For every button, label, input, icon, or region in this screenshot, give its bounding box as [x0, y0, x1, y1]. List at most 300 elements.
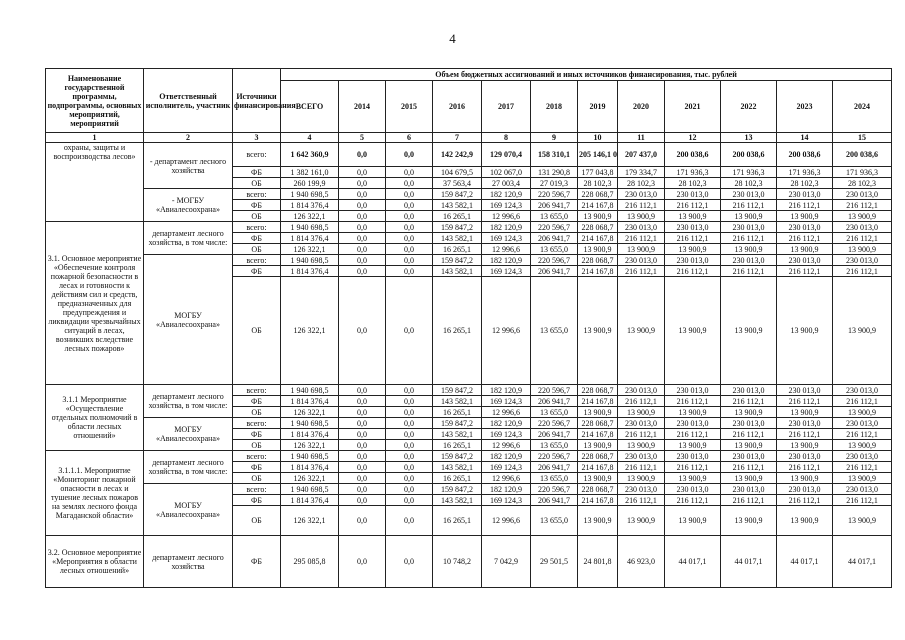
- header-year: 2020: [618, 81, 665, 133]
- value-cell: 0,0: [339, 233, 386, 244]
- source: ОБ: [233, 473, 281, 484]
- value-cell: 0,0: [339, 407, 386, 418]
- value-cell: 216 112,1: [618, 396, 665, 407]
- value-cell: 126 322,1: [281, 506, 339, 536]
- value-cell: 0,0: [339, 222, 386, 233]
- source: ФБ: [233, 200, 281, 211]
- value-cell: 230 013,0: [833, 189, 892, 200]
- value-cell: 1 814 376,4: [281, 233, 339, 244]
- value-cell: 216 112,1: [618, 429, 665, 440]
- value-cell: 228 068,7: [578, 255, 618, 266]
- value-cell: 230 013,0: [833, 255, 892, 266]
- value-cell: 0,0: [339, 178, 386, 189]
- value-cell: 1 814 376,4: [281, 495, 339, 506]
- value-cell: 13 900,9: [833, 244, 892, 255]
- value-cell: 0,0: [386, 473, 433, 484]
- value-cell: 182 120,9: [482, 255, 531, 266]
- value-cell: 230 013,0: [833, 451, 892, 462]
- value-cell: 0,0: [386, 277, 433, 385]
- value-cell: 28 102,3: [618, 178, 665, 189]
- value-cell: 228 068,7: [578, 484, 618, 495]
- value-cell: 230 013,0: [833, 222, 892, 233]
- source: ФБ: [233, 495, 281, 506]
- value-cell: 0,0: [339, 440, 386, 451]
- value-cell: 27 003,4: [482, 178, 531, 189]
- table-row: [46, 255, 892, 266]
- value-cell: 159 847,2: [433, 451, 482, 462]
- value-cell: 28 102,3: [665, 178, 721, 189]
- value-cell: 0,0: [339, 266, 386, 277]
- value-cell: 29 501,5: [531, 536, 578, 588]
- value-cell: 13 655,0: [531, 440, 578, 451]
- value-cell: 24 801,8: [578, 536, 618, 588]
- value-cell: 143 582,1: [433, 233, 482, 244]
- source: ФБ: [233, 233, 281, 244]
- value-cell: 230 013,0: [665, 222, 721, 233]
- table-row: [46, 69, 892, 81]
- value-cell: 216 112,1: [833, 233, 892, 244]
- value-cell: 179 334,7: [618, 167, 665, 178]
- value-cell: 216 112,1: [618, 462, 665, 473]
- value-cell: 13 900,9: [665, 244, 721, 255]
- value-cell: 13 655,0: [531, 407, 578, 418]
- value-cell: 216 112,1: [833, 396, 892, 407]
- item-name: охраны, защиты и воспроизводства лесов»: [46, 143, 144, 222]
- table-row: [46, 536, 892, 588]
- value-cell: 228 068,7: [578, 418, 618, 429]
- column-number: 11: [618, 133, 665, 143]
- source: всего:: [233, 484, 281, 495]
- value-cell: 10 748,2: [433, 536, 482, 588]
- value-cell: 13 900,9: [618, 407, 665, 418]
- value-cell: 13 900,9: [777, 407, 833, 418]
- value-cell: 126 322,1: [281, 440, 339, 451]
- value-cell: 216 112,1: [665, 233, 721, 244]
- executor: МОГБУ «Авиалесоохрана»: [144, 418, 233, 451]
- value-cell: 171 936,3: [721, 167, 777, 178]
- value-cell: 13 900,9: [618, 244, 665, 255]
- value-cell: 182 120,9: [482, 189, 531, 200]
- value-cell: 230 013,0: [618, 189, 665, 200]
- value-cell: 0,0: [386, 200, 433, 211]
- source: ОБ: [233, 244, 281, 255]
- value-cell: 169 124,3: [482, 396, 531, 407]
- value-cell: 13 900,9: [578, 506, 618, 536]
- value-cell: 13 900,9: [721, 506, 777, 536]
- value-cell: 230 013,0: [665, 255, 721, 266]
- value-cell: 13 655,0: [531, 506, 578, 536]
- value-cell: 171 936,3: [665, 167, 721, 178]
- value-cell: 1 940 698,5: [281, 484, 339, 495]
- executor: - МОГБУ «Авиалесоохрана»: [144, 189, 233, 222]
- header-name: Наименование государственной программы, подпрограммы, основных мероприятий, мероприятий: [46, 69, 144, 133]
- executor: департамент лесного хозяйства, в том числе:: [144, 385, 233, 418]
- value-cell: 0,0: [339, 143, 386, 167]
- item-name: 3.1.1 Мероприятие «Осуществление отдельных полномочий в области лесных отношений»: [46, 385, 144, 451]
- value-cell: 230 013,0: [721, 222, 777, 233]
- value-cell: 0,0: [386, 506, 433, 536]
- value-cell: 13 900,9: [578, 440, 618, 451]
- column-number: 3: [233, 133, 281, 143]
- value-cell: 0,0: [386, 222, 433, 233]
- executor: департамент лесного хозяйства: [144, 536, 233, 588]
- value-cell: 177 043,8: [578, 167, 618, 178]
- value-cell: 44 017,1: [665, 536, 721, 588]
- value-cell: 216 112,1: [665, 266, 721, 277]
- source: ФБ: [233, 396, 281, 407]
- value-cell: 0,0: [386, 255, 433, 266]
- value-cell: 143 582,1: [433, 266, 482, 277]
- value-cell: 214 167,8: [578, 495, 618, 506]
- value-cell: 0,0: [386, 451, 433, 462]
- value-cell: 12 996,6: [482, 211, 531, 222]
- value-cell: 0,0: [339, 473, 386, 484]
- value-cell: 44 017,1: [721, 536, 777, 588]
- header-year: 2021: [665, 81, 721, 133]
- header-source: Источники финансирования: [233, 69, 281, 133]
- value-cell: 216 112,1: [833, 429, 892, 440]
- value-cell: 1 940 698,5: [281, 418, 339, 429]
- source: ОБ: [233, 211, 281, 222]
- item-name: 3.2. Основное мероприятие «Мероприятия в области лесных отношений»: [46, 536, 144, 588]
- value-cell: 214 167,8: [578, 266, 618, 277]
- value-cell: 205 146,1 0: [578, 143, 618, 167]
- column-number: 9: [531, 133, 578, 143]
- header-year: 2023: [777, 81, 833, 133]
- value-cell: 230 013,0: [721, 255, 777, 266]
- value-cell: 0,0: [339, 277, 386, 385]
- value-cell: 13 900,9: [665, 473, 721, 484]
- value-cell: 143 582,1: [433, 429, 482, 440]
- value-cell: 13 655,0: [531, 211, 578, 222]
- source: ФБ: [233, 429, 281, 440]
- value-cell: 230 013,0: [618, 222, 665, 233]
- value-cell: 13 900,9: [578, 277, 618, 385]
- column-number: 8: [482, 133, 531, 143]
- column-number: 10: [578, 133, 618, 143]
- value-cell: 16 265,1: [433, 211, 482, 222]
- value-cell: 0,0: [386, 167, 433, 178]
- value-cell: 206 941,7: [531, 495, 578, 506]
- source: всего:: [233, 418, 281, 429]
- value-cell: 0,0: [386, 396, 433, 407]
- value-cell: 207 437,0: [618, 143, 665, 167]
- value-cell: 220 596,7: [531, 222, 578, 233]
- value-cell: 200 038,6: [833, 143, 892, 167]
- header-year: 2024: [833, 81, 892, 133]
- value-cell: 216 112,1: [665, 200, 721, 211]
- value-cell: 230 013,0: [833, 385, 892, 396]
- value-cell: 206 941,7: [531, 429, 578, 440]
- value-cell: 13 900,9: [721, 407, 777, 418]
- page-number: 4: [449, 31, 456, 46]
- value-cell: 13 900,9: [721, 244, 777, 255]
- value-cell: 16 265,1: [433, 277, 482, 385]
- value-cell: 216 112,1: [833, 266, 892, 277]
- value-cell: 214 167,8: [578, 200, 618, 211]
- value-cell: 16 265,1: [433, 506, 482, 536]
- source: ОБ: [233, 407, 281, 418]
- header-executor: Ответственный исполнитель, участник: [144, 69, 233, 133]
- value-cell: 13 900,9: [833, 473, 892, 484]
- value-cell: 182 120,9: [482, 222, 531, 233]
- value-cell: 182 120,9: [482, 451, 531, 462]
- value-cell: 0,0: [386, 418, 433, 429]
- value-cell: 13 900,9: [665, 506, 721, 536]
- value-cell: 0,0: [339, 418, 386, 429]
- value-cell: 200 038,6: [777, 143, 833, 167]
- value-cell: 216 112,1: [618, 495, 665, 506]
- value-cell: 200 038,6: [665, 143, 721, 167]
- value-cell: 230 013,0: [665, 189, 721, 200]
- value-cell: 216 112,1: [665, 396, 721, 407]
- value-cell: 206 941,7: [531, 396, 578, 407]
- value-cell: 16 265,1: [433, 407, 482, 418]
- value-cell: 143 582,1: [433, 462, 482, 473]
- value-cell: 13 900,9: [833, 277, 892, 385]
- value-cell: 104 679,5: [433, 167, 482, 178]
- value-cell: 220 596,7: [531, 418, 578, 429]
- table-row: [46, 143, 892, 167]
- value-cell: 220 596,7: [531, 255, 578, 266]
- value-cell: 216 112,1: [721, 462, 777, 473]
- table-row: [46, 484, 892, 495]
- value-cell: 206 941,7: [531, 266, 578, 277]
- value-cell: 230 013,0: [777, 451, 833, 462]
- value-cell: 13 900,9: [833, 440, 892, 451]
- value-cell: 0,0: [386, 536, 433, 588]
- value-cell: 159 847,2: [433, 385, 482, 396]
- value-cell: 129 070,4: [482, 143, 531, 167]
- value-cell: 0,0: [339, 506, 386, 536]
- value-cell: 126 322,1: [281, 473, 339, 484]
- value-cell: 169 124,3: [482, 266, 531, 277]
- value-cell: 182 120,9: [482, 484, 531, 495]
- column-number: 13: [721, 133, 777, 143]
- value-cell: 13 900,9: [578, 407, 618, 418]
- value-cell: 0,0: [386, 143, 433, 167]
- value-cell: 12 996,6: [482, 277, 531, 385]
- value-cell: 216 112,1: [721, 266, 777, 277]
- value-cell: 216 112,1: [665, 462, 721, 473]
- value-cell: 206 941,7: [531, 462, 578, 473]
- column-number: 7: [433, 133, 482, 143]
- value-cell: 230 013,0: [833, 418, 892, 429]
- value-cell: 13 900,9: [665, 277, 721, 385]
- table-row: [46, 418, 892, 429]
- source: всего:: [233, 189, 281, 200]
- column-number: 2: [144, 133, 233, 143]
- value-cell: 1 940 698,5: [281, 255, 339, 266]
- value-cell: 230 013,0: [833, 484, 892, 495]
- value-cell: 230 013,0: [721, 418, 777, 429]
- executor: МОГБУ «Авиалесоохрана»: [144, 484, 233, 536]
- value-cell: 0,0: [386, 429, 433, 440]
- value-cell: 13 900,9: [721, 277, 777, 385]
- value-cell: 0,0: [386, 244, 433, 255]
- value-cell: 143 582,1: [433, 396, 482, 407]
- value-cell: 169 124,3: [482, 429, 531, 440]
- value-cell: 216 112,1: [721, 429, 777, 440]
- value-cell: 169 124,3: [482, 462, 531, 473]
- value-cell: 143 582,1: [433, 495, 482, 506]
- table-row: [46, 133, 892, 143]
- value-cell: 169 124,3: [482, 200, 531, 211]
- value-cell: 159 847,2: [433, 418, 482, 429]
- value-cell: 1 814 376,4: [281, 200, 339, 211]
- value-cell: 28 102,3: [833, 178, 892, 189]
- source: ОБ: [233, 440, 281, 451]
- value-cell: 12 996,6: [482, 440, 531, 451]
- value-cell: 13 900,9: [618, 473, 665, 484]
- source: всего:: [233, 222, 281, 233]
- header-year: 2015: [386, 81, 433, 133]
- value-cell: 230 013,0: [665, 451, 721, 462]
- value-cell: 13 900,9: [618, 440, 665, 451]
- value-cell: 230 013,0: [777, 222, 833, 233]
- value-cell: 216 112,1: [833, 495, 892, 506]
- value-cell: 0,0: [339, 495, 386, 506]
- value-cell: 169 124,3: [482, 233, 531, 244]
- value-cell: 216 112,1: [618, 266, 665, 277]
- value-cell: 13 900,9: [618, 277, 665, 385]
- value-cell: 1 940 698,5: [281, 222, 339, 233]
- table-row: [46, 451, 892, 462]
- value-cell: 216 112,1: [721, 233, 777, 244]
- header-group: Объем бюджетных ассигнований и иных источников финансирования, тыс. рублей: [281, 69, 892, 81]
- value-cell: 0,0: [386, 211, 433, 222]
- value-cell: 126 322,1: [281, 244, 339, 255]
- value-cell: 0,0: [339, 429, 386, 440]
- value-cell: 16 265,1: [433, 244, 482, 255]
- value-cell: 12 996,6: [482, 244, 531, 255]
- value-cell: 7 042,9: [482, 536, 531, 588]
- item-name: 3.1. Основное мероприятие «Обеспечение контроля пожарной безопасности в лесах и готовности к действиям сил и средств, предназначенных для предупреждения и ликвидации чрезвычайных ситуаций в лесах, возникших вследствие лесных пожаров»: [46, 222, 144, 385]
- value-cell: 220 596,7: [531, 189, 578, 200]
- value-cell: 214 167,8: [578, 396, 618, 407]
- value-cell: 0,0: [386, 233, 433, 244]
- value-cell: 228 068,7: [578, 451, 618, 462]
- value-cell: 0,0: [339, 484, 386, 495]
- value-cell: 216 112,1: [721, 495, 777, 506]
- value-cell: 0,0: [386, 178, 433, 189]
- value-cell: 230 013,0: [665, 418, 721, 429]
- source: всего:: [233, 451, 281, 462]
- source: ОБ: [233, 506, 281, 536]
- value-cell: 13 900,9: [578, 473, 618, 484]
- value-cell: 13 900,9: [721, 211, 777, 222]
- value-cell: 0,0: [339, 167, 386, 178]
- value-cell: 159 847,2: [433, 222, 482, 233]
- value-cell: 13 655,0: [531, 244, 578, 255]
- column-number: 4: [281, 133, 339, 143]
- value-cell: 13 900,9: [665, 407, 721, 418]
- source: всего:: [233, 143, 281, 167]
- value-cell: 13 900,9: [618, 211, 665, 222]
- value-cell: 216 112,1: [618, 200, 665, 211]
- value-cell: 216 112,1: [777, 200, 833, 211]
- value-cell: 1 940 698,5: [281, 189, 339, 200]
- column-number: 1: [46, 133, 144, 143]
- value-cell: 13 900,9: [721, 473, 777, 484]
- value-cell: 13 900,9: [833, 506, 892, 536]
- column-number: 12: [665, 133, 721, 143]
- header-year: 2017: [482, 81, 531, 133]
- table-row: [46, 385, 892, 396]
- value-cell: 260 199,9: [281, 178, 339, 189]
- value-cell: 126 322,1: [281, 211, 339, 222]
- value-cell: 228 068,7: [578, 189, 618, 200]
- header-year: 2016: [433, 81, 482, 133]
- value-cell: 230 013,0: [618, 255, 665, 266]
- value-cell: 44 017,1: [777, 536, 833, 588]
- value-cell: 1 382 161,0: [281, 167, 339, 178]
- value-cell: 214 167,8: [578, 233, 618, 244]
- value-cell: 16 265,1: [433, 473, 482, 484]
- value-cell: 216 112,1: [777, 266, 833, 277]
- value-cell: 13 900,9: [777, 277, 833, 385]
- value-cell: 216 112,1: [665, 429, 721, 440]
- value-cell: 28 102,3: [721, 178, 777, 189]
- value-cell: 230 013,0: [665, 385, 721, 396]
- source: ОБ: [233, 277, 281, 385]
- value-cell: 1 940 698,5: [281, 385, 339, 396]
- value-cell: 0,0: [339, 244, 386, 255]
- value-cell: 158 310,1: [531, 143, 578, 167]
- value-cell: 0,0: [386, 462, 433, 473]
- value-cell: 0,0: [339, 255, 386, 266]
- value-cell: 230 013,0: [618, 451, 665, 462]
- value-cell: 0,0: [386, 189, 433, 200]
- table-row: [46, 222, 892, 233]
- value-cell: 295 085,8: [281, 536, 339, 588]
- value-cell: 12 996,6: [482, 506, 531, 536]
- source: всего:: [233, 255, 281, 266]
- column-number: 15: [833, 133, 892, 143]
- value-cell: 0,0: [339, 462, 386, 473]
- value-cell: 1 814 376,4: [281, 396, 339, 407]
- value-cell: 28 102,3: [578, 178, 618, 189]
- header-year: 2019: [578, 81, 618, 133]
- value-cell: 216 112,1: [665, 495, 721, 506]
- source: всего:: [233, 385, 281, 396]
- source: ФБ: [233, 266, 281, 277]
- value-cell: 16 265,1: [433, 440, 482, 451]
- value-cell: 13 900,9: [777, 506, 833, 536]
- header-year: 2014: [339, 81, 386, 133]
- value-cell: 142 242,9: [433, 143, 482, 167]
- value-cell: 37 563,4: [433, 178, 482, 189]
- value-cell: 216 112,1: [833, 200, 892, 211]
- executor: - департамент лесного хозяйства: [144, 143, 233, 189]
- value-cell: 0,0: [339, 189, 386, 200]
- value-cell: 182 120,9: [482, 418, 531, 429]
- value-cell: 13 900,9: [618, 506, 665, 536]
- value-cell: 102 067,0: [482, 167, 531, 178]
- budget-table: [45, 68, 892, 588]
- column-number: 6: [386, 133, 433, 143]
- value-cell: 0,0: [339, 536, 386, 588]
- value-cell: 230 013,0: [777, 484, 833, 495]
- value-cell: 220 596,7: [531, 385, 578, 396]
- value-cell: 216 112,1: [777, 495, 833, 506]
- value-cell: 1 814 376,4: [281, 462, 339, 473]
- value-cell: 216 112,1: [618, 233, 665, 244]
- value-cell: 169 124,3: [482, 495, 531, 506]
- executor: МОГБУ «Авиалесоохрана»: [144, 255, 233, 385]
- value-cell: 12 996,6: [482, 473, 531, 484]
- value-cell: 1 814 376,4: [281, 429, 339, 440]
